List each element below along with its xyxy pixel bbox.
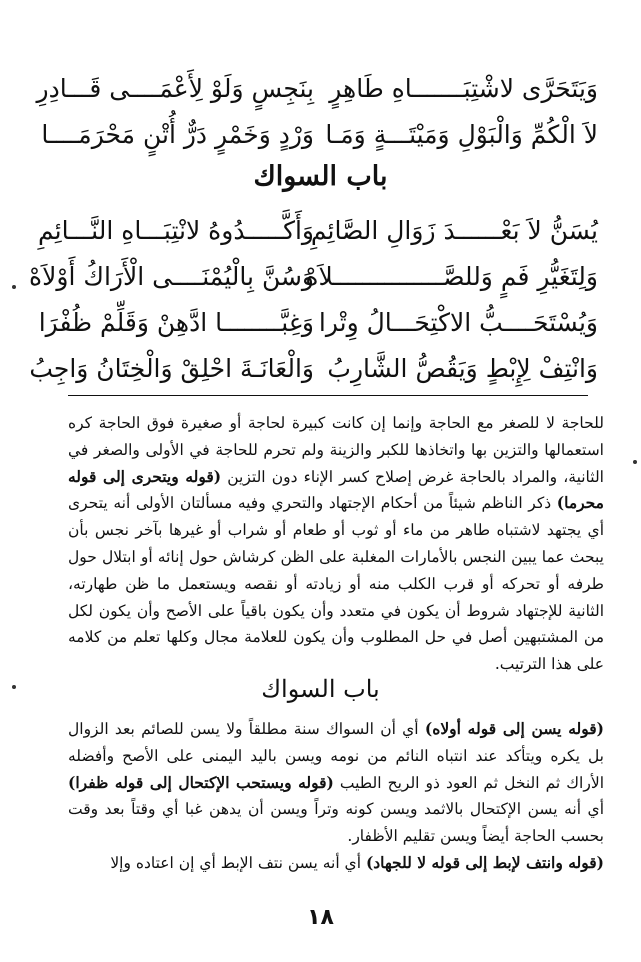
hemistich-right: وَيُسْتَحَــــبُّ الاكْتِحَـــالُ وِتْرا bbox=[318, 308, 598, 337]
verse-row bbox=[37, 208, 598, 254]
section-divider bbox=[68, 395, 588, 396]
margin-dot bbox=[12, 685, 16, 689]
hemistich-right: لاَ الْكُمِّ وَالْبَوْلِ وَمَيْتَـــةٍ وَمَـا bbox=[325, 120, 598, 149]
commentary-text: أي أن السواك سنة مطلقاً ولا يسن للصائم بعد الزوال بل يكره ويتأكد عند انتباه النائم من نومه ويسن باليد اليمنى على الأصح وأفضله الأراك ثم النخل ثم العود ذو الريح الطيب bbox=[68, 720, 604, 792]
hemistich-right: وَانْتِفْ لِإِبْطٍ وَيَقُصُّ الشَّارِبُ bbox=[327, 354, 598, 383]
page-number: ١٨ bbox=[307, 905, 334, 930]
margin-dot bbox=[633, 460, 637, 464]
hemistich-right: وَيَتَحَرَّى لاشْتِبَـــــــاهِ طَاهِرٍ bbox=[329, 74, 598, 103]
commentary-paragraph bbox=[68, 410, 604, 678]
commentary-lemma: (قوله وانتف لإبط إلى قوله لا للجهاد) bbox=[365, 852, 604, 872]
hemistich-left: بِنَجِسٍ وَلَوْ لِأَعْمَــــى قَـــادِرِ bbox=[36, 74, 314, 103]
hemistich-left: وَغِبَّــــــــا ادَّهِنْ وَقَلِّمْ ظُفْرَا bbox=[38, 308, 314, 337]
verse-row bbox=[29, 254, 598, 300]
hemistich-right: يُسَنُّ لاَ بَعْــــــدَ زَوَالِ الصَّائِمِ bbox=[310, 216, 598, 245]
hemistich-left: وَالْعَانَـةَ احْلِقْ وَالْخِتَانُ وَاجِبُ bbox=[29, 354, 314, 383]
margin-dot bbox=[12, 285, 16, 289]
commentary-text: أي أنه يسن نتف الإبط أي إن اعتاده وإلا bbox=[110, 853, 366, 872]
hemistich-right: وَلِتَغَيُّرِ فَمٍ وَللصَّـــــــــــــــلاَهْ bbox=[305, 262, 598, 291]
verse-block-siwak bbox=[29, 208, 598, 392]
hemistich-left: وَأَكَّـــــدُوهُ لانْتِبَـــاهِ النَّـــائِمِ bbox=[37, 216, 314, 245]
commentary-paragraph bbox=[68, 850, 604, 877]
verse-row bbox=[36, 66, 598, 112]
verse-row bbox=[38, 300, 598, 346]
chapter-heading-commentary: باب السواك bbox=[261, 675, 380, 703]
commentary-text: ذكر الناظم شيئاً من أحكام الإجتهاد والتحري وفيه مسألتان الأولى أنه يتحرى أي يجتهد لاشتباه طاهر من ماء أو ثوب أو طعام أو شراب أو غيرها بآخر نجس بأن يبحث عما يبين النجس بالأمارات المغلبة على الظن كرشاش حول إنائه أو ابتلال حول طرفه أو تحركه أو قرب الكلب منه أو زيادته أو نقصه ويستعمل ما ظن طهارته، الثانية للإجتهاد شروط أن يكون في متعدد وأن يكون باقياً على الأصح وأن يكون لكل من المشتبهين أصل في حل المطلوب وأن يكون للعلامة مجال وكلها تعلم من كلامه على هذا الترتيب. bbox=[68, 494, 604, 674]
commentary-text: أي أنه يسن الإكتحال بالاثمد ويسن كونه وتراً ويسن أن يدهن غبا أي وقتاً بعد وقت بحسب الحاجة أيضاً ويسن تقليم الأظفار. bbox=[68, 800, 604, 846]
hemistich-left: وَسُنَّ بِالْيُمْنَــــى الْأَرَاكُ أَوْلاَهْ bbox=[29, 262, 314, 291]
verse-row bbox=[41, 112, 598, 158]
verse-row bbox=[29, 346, 598, 392]
commentary-block-siwak bbox=[68, 716, 604, 877]
commentary-lemma: (قوله ويستحب الإكتحال إلى قوله ظفرا) bbox=[68, 772, 334, 792]
hemistich-left: وَرْدٍ وَخَمْرٍ دَرٌّ أُتْنٍ مَحْرَمَــــا bbox=[41, 120, 314, 149]
commentary-lemma: (قوله ويتحرى إلى قوله محرما) bbox=[68, 466, 604, 513]
chapter-heading-verse: باب السواك bbox=[253, 161, 388, 192]
commentary-block bbox=[68, 410, 604, 678]
commentary-paragraph bbox=[68, 716, 604, 850]
commentary-lemma: (قوله يسن إلى قوله أولاه) bbox=[424, 719, 604, 738]
verse-block-top bbox=[36, 66, 598, 158]
commentary-text: للحاجة لا للصغر مع الحاجة وإنما إن كانت كبيرة لحاجة أو صغيرة فوق الحاجة كره استعمالها والتزين بها واتخاذها للكبر والزينة ولم تحرم للحاجة في الأولى والصغر في الثانية، والمراد بالحاجة غرض إصلاح كسر الإناء دون التزين bbox=[68, 414, 604, 486]
